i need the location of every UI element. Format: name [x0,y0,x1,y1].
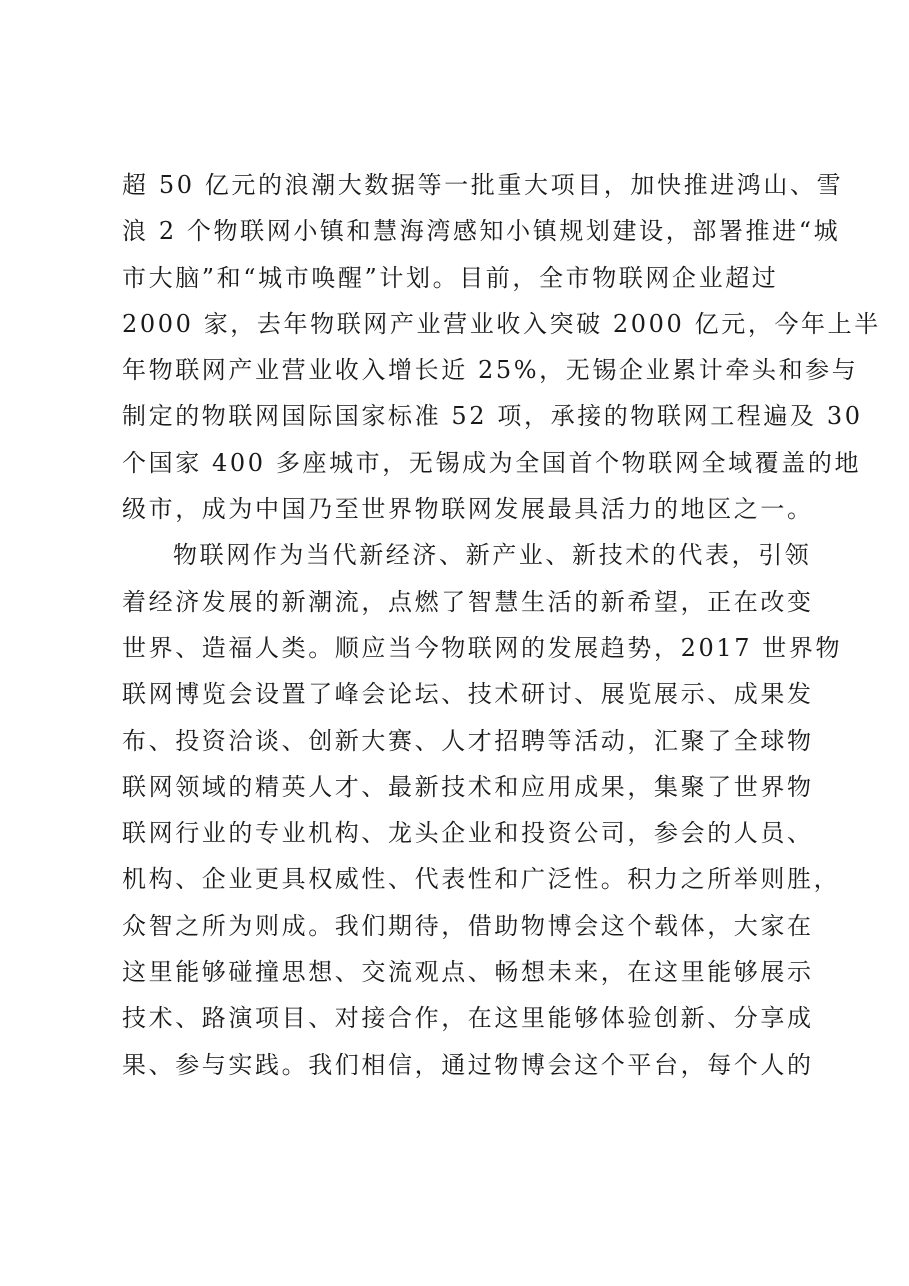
paragraph-1 [122,162,881,532]
text-line: 联网领域的精英人才、最新技术和应用成果，集聚了世界物 [122,772,814,801]
text-line: 制定的物联网国际国家标准 52 项，承接的物联网工程遍及 30 [122,402,863,431]
text-line: 联网行业的专业机构、龙头企业和投资公司，参会的人员、 [122,819,814,848]
text-line: 果、参与实践。我们相信，通过物博会这个平台，每个人的 [122,1050,814,1079]
paragraph-2 [122,532,843,1088]
text-line: 机构、企业更具权威性、代表性和广泛性。积力之所举则胜， [122,865,841,894]
text-line: 世界、造福人类。顺应当今物联网的发展趋势，2017 世界物 [122,633,843,662]
text-line: 联网博览会设置了峰会论坛、技术研讨、展览展示、成果发 [122,680,814,709]
text-line: 2000 家，去年物联网产业营业收入突破 2000 亿元，今年上半 [122,309,881,338]
text-line: 个国家 400 多座城市，无锡成为全国首个物联网全域覆盖的地 [122,448,862,477]
text-line: 这里能够碰撞思想、交流观点、畅想未来，在这里能够展示 [122,958,814,987]
text-line: 年物联网产业营业收入增长近 25%，无锡企业累计牵头和参与 [122,356,859,385]
text-line: 浪 2 个物联网小镇和慧海湾感知小镇规划建设，部署推进“城 [122,217,841,246]
text-line: 众智之所为则成。我们期待，借助物博会这个载体，大家在 [122,911,814,940]
text-line: 技术、路演项目、对接合作，在这里能够体验创新、分享成 [122,1004,814,1033]
text-line: 市大脑”和“城市唤醒”计划。目前，全市物联网企业超过 [122,263,779,292]
text-line: 着经济发展的新潮流，点燃了智慧生活的新希望，正在改变 [122,587,814,616]
text-line: 超 50 亿元的浪潮大数据等一批重大项目，加快推进鸿山、雪 [122,171,844,199]
text-line: 布、投资洽谈、创新大赛、人才招聘等活动，汇聚了全球物 [122,726,814,755]
document-body [122,162,881,1088]
text-line: 级市，成为中国乃至世界物联网发展最具活力的地区之一。 [122,495,814,524]
text-line: 物联网作为当代新经济、新产业、新技术的代表，引领 [173,541,812,570]
